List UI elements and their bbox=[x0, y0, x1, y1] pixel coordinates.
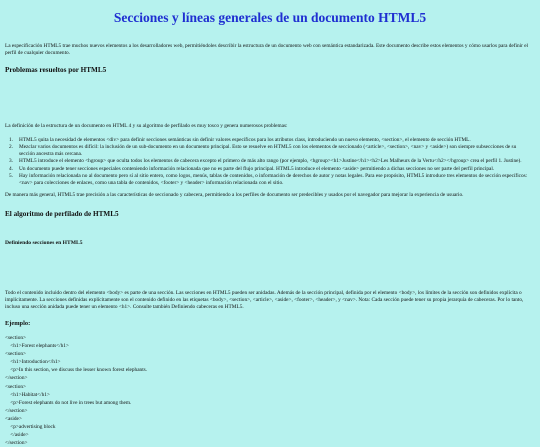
list-item-text: Hay información relacionada no al documento pero sí al sitio entero, como logos, menús, tablas de contenidos, o información de derechos de autor y notas legales. Para ese propósito, HTML5 introduce tres elementos de sección específicos: <nav> para colecciones de enlaces, como una tabla de contenidos, <footer> y <header> información relacionada con el sitio. bbox=[19, 172, 528, 186]
problems-list bbox=[5, 137, 531, 187]
page-title: Secciones y líneas generales de un documento HTML5 bbox=[113, 10, 427, 25]
list-item-text: Un documento puede tener secciones especiales conteniendo información relacionada que no es parte del flujo principal. HTML5 introduce el elemento <aside> permitiendo a dichas secciones no ser parte del perfil principal. bbox=[19, 165, 495, 172]
section-heading-algorithm: El algoritmo de perfilado de HTML5 bbox=[5, 210, 119, 218]
intro-paragraph: La especificación HTML5 trae muchos nuevos elementos a los desarrolladores web, permitiéndoles describir la estructura de un documento web con semántica estandarizada. Este documento describe estos elementos y cómo usarlos para definir el perfil de cualquier documento. bbox=[5, 43, 529, 57]
subheading-defining-sections: Definiendo secciones en HTML5 bbox=[5, 240, 83, 246]
list-item-text: HTML5 quita la necesidad de elementos <div> para definir secciones semánticas sin definir valores específicos para los atributos class, introduciendo un nuevo elemento, <section>, el elemento de sección HTML. bbox=[19, 137, 471, 143]
list-item-text: Mezclar varios documentos es difícil: la inclusión de un sub-documento en un documento principal. Esto se resuelve en HTML5 con los elementos de seccionado (<article>, <section>, <nav> y <aside>) son siempre subsecciones de su sección ancestra más cercana. bbox=[19, 144, 517, 158]
list-item: 3. HTML5 introduce el elemento <hgroup> que oculta todos los elementos de cabecera excepto el primero de más alto rango (por ejemplo, <hgroup><h1>Justine</h1><h2>Les Malheurs de la Vertu</h2></hgroup> crea el perfil 1. Justine). bbox=[9, 158, 522, 165]
code-example: <section> <h1>Forest elephants</h1> <section> <h1>Introduction</h1> <p>In this section, we discuss the lesser known forest elephants. </section> <section> <h1>Habitat</h1> <p>Forest elephants do not live in trees but among them. </section> <aside> <p>advertising block </aside> </section> bbox=[5, 335, 148, 447]
section-heading-problems: Problemas resueltos por HTML5 bbox=[5, 66, 107, 74]
list-item: 1. HTML5 quita la necesidad de elementos <div> para definir secciones semánticas sin definir valores específicos para los atributos class, introduciendo un nuevo elemento, <section>, el elemento de sección HTML. bbox=[9, 137, 471, 143]
problems-lead-paragraph: La definición de la estructura de un documento en HTML 4 y su algoritmo de perfilado es muy tosco y genera numerosos problemas: bbox=[5, 123, 288, 129]
defining-sections-paragraph: Todo el contenido incluido dentro del elemento <body> es parte de una sección. Las secciones en HTML5 pueden ser anidadas. Además de la sección principal, definida por el elemento <body>, los límites de la sección son definidos explícita o implícitamente. La secciones definidas explícitamente son el contenido definido en las etiquetas <body>, <section>, <article>, <aside>, <footer>, <header>, y <nav>. Nota: Cada sección puede tener su propia jerarquía de cabeceras. Por lo tanto, incluso una sección anidada puede tener un elemento <h1>. Consulte también Definiendo cabeceras en HTML5. bbox=[5, 290, 524, 311]
list-item: 5. Hay información relacionada no al documento pero sí al sitio entero, como logos, menús, tablas de contenidos, o información de derechos de autor y notas legales. Para ese propósito, HTML5 introduce tres elementos de sección específicos: <nav> para colecciones de enlaces, como una tabla de contenidos, <footer> y <header> información relacionada con el sitio. bbox=[9, 172, 528, 186]
problems-closing-paragraph: De manera más general, HTML5 trae precisión a las características de seccionado y cabecera, permitiendo a los perfiles de documento ser predecibles y usados por el navegador para mejorar la experiencia de usuario. bbox=[5, 192, 464, 198]
example-heading: Ejemplo: bbox=[5, 320, 31, 327]
list-item-text: HTML5 introduce el elemento <hgroup> que oculta todos los elementos de cabecera excepto el primero de más alto rango (por ejemplo, <hgroup><h1>Justine</h1><h2>Les Malheurs de la Vertu</h2></hgroup> crea el perfil 1. Justine). bbox=[19, 158, 522, 165]
list-item: 2. Mezclar varios documentos es difícil: la inclusión de un sub-documento en un documento principal. Esto se resuelve en HTML5 con los elementos de seccionado (<article>, <section>, <nav> y <aside>) son siempre subsecciones de su sección ancestra más cercana. bbox=[9, 144, 517, 158]
list-item: 4. Un documento puede tener secciones especiales conteniendo información relacionada que no es parte del flujo principal. HTML5 introduce el elemento <aside> permitiendo a dichas secciones no ser parte del perfil principal. bbox=[9, 165, 495, 172]
